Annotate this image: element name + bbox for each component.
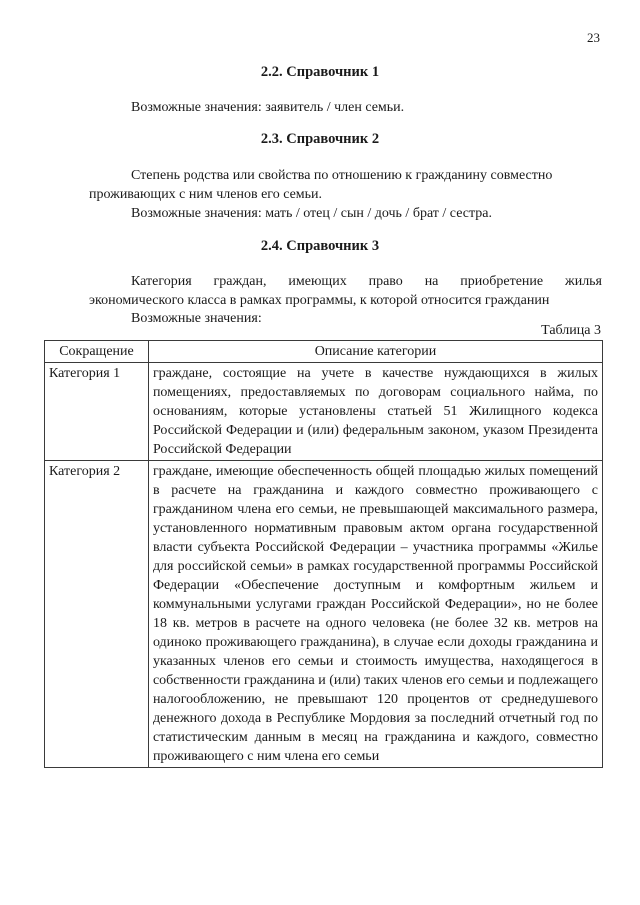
section-2-4-line-2: экономического класса в рамках программы, к которой относится гражданин <box>89 293 550 308</box>
section-heading-2-4: 2.4. Справочник 3 <box>260 238 380 254</box>
category-abbreviation: Категория 2 <box>45 461 149 768</box>
category-description: граждане, состоящие на учете в качестве нуждающихся в жилых помещениях, предоставляемых по договорам социального найма, по основаниям, которые установлены статьей 51 Жилищного кодекса Российской Федерации и (или) федеральным законом, указом Президента Российской Федерации <box>148 363 602 461</box>
category-description: граждане, имеющие обеспеченность общей площадью жилых помещений в расчете на гражданина и каждого совместно проживающего с гражданином члена его семьи, не превышающей максимального размера, установленного нормативным правовым актом органа государственной власти субъекта Российской Федерации – участника программы «Жилье для российской семьи» в рамках государственной программы Российской Федерации «Обеспечение доступным и комфортным жильем и коммунальными услугами граждан Российской Федерации», но не более 18 кв. метров в расчете на одного человека (не более 32 кв. метров на одиноко проживающего гражданина), в случае если доходы гражданина и указанных членов его семьи и стоимость имущества, находящегося в собственности гражданина и (или) таких членов его семьи и подлежащего налогообложению, не превышают 120 процентов от среднедушевого денежного дохода в Республике Мордовия за последний отчетный год по статистическим данным в месяц на гражданина и каждого, совместно проживающего с ним члена его семьи <box>148 461 602 768</box>
column-header-abbreviation: Сокращение <box>45 341 149 363</box>
section-2-4-line-1: Категория граждан, имеющих право на приобретение жилья <box>131 274 602 289</box>
table-caption: Таблица 3 <box>541 323 601 338</box>
table-row <box>45 461 603 768</box>
table-header-row <box>45 341 603 363</box>
section-2-2-values: Возможные значения: заявитель / член семьи. <box>131 100 405 115</box>
section-2-3-line-1: Степень родства или свойства по отношению к гражданину совместно <box>131 168 553 183</box>
section-2-3-line-2: проживающих с ним членов его семьи. <box>89 187 323 202</box>
page-number: 23 <box>587 30 600 45</box>
section-2-4-values-label: Возможные значения: <box>131 311 262 326</box>
section-2-3-values: Возможные значения: мать / отец / сын / дочь / брат / сестра. <box>131 206 492 221</box>
reference-table <box>44 340 603 768</box>
column-header-description: Описание категории <box>148 341 602 363</box>
table-row <box>45 363 603 461</box>
section-heading-2-2: 2.2. Справочник 1 <box>260 64 380 80</box>
category-abbreviation: Категория 1 <box>45 363 149 461</box>
section-heading-2-3: 2.3. Справочник 2 <box>260 131 380 147</box>
